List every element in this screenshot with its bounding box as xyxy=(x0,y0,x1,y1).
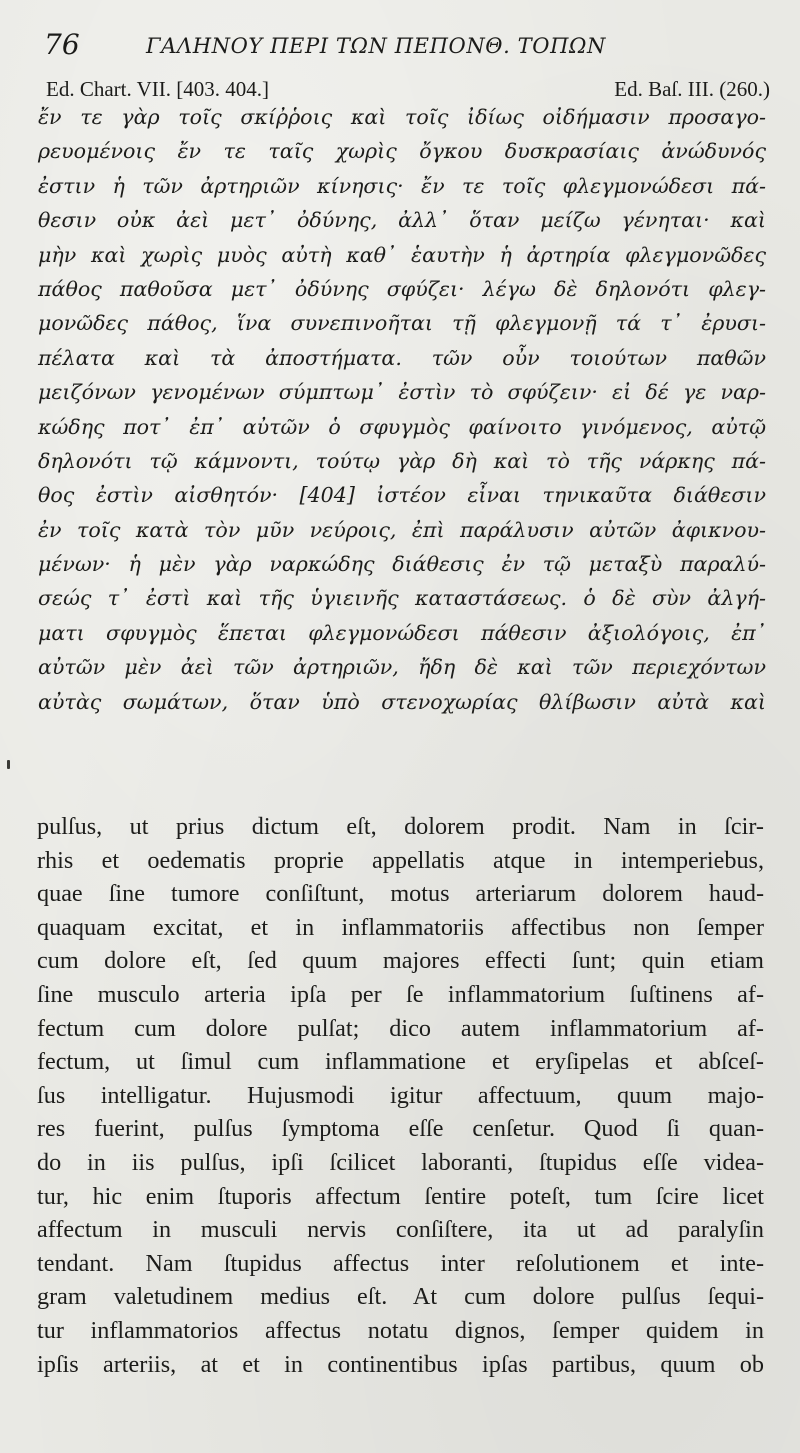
latin-text-line: fectum, ut ſimul cum inflammatione et eryſipelas et abſceſ- xyxy=(37,1048,764,1076)
running-title: ΓΑΛΗΝΟΥ ΠΕΡΙ ΤΩΝ ΠΕΠΟΝΘ. ΤΟΠΩΝ xyxy=(146,34,606,58)
greek-text-line: θεσιν οὐκ ἀεὶ μετ᾽ ὀδύνης, ἀλλ᾽ ὅταν μείζω γένηται· καὶ xyxy=(38,208,766,233)
latin-text-line: ſine musculo arteria ipſa per ſe inflammatorium ſuſtinens af- xyxy=(37,980,764,1008)
latin-text-line: pulſus, ut prius dictum eſt, dolorem prodit. Nam in ſcir- xyxy=(37,813,764,840)
latin-text-line: ſus intelligatur. Hujusmodi igitur affectuum, quum majo- xyxy=(37,1081,764,1109)
greek-text-line: μένων· ἡ μὲν γὰρ ναρκώδης διάθεσις ἐν τῷ μεταξὺ παραλύ- xyxy=(38,552,766,577)
ink-speck xyxy=(7,760,10,769)
greek-text-line: κώδης ποτ᾽ ἐπ᾽ αὐτῶν ὁ σφυγμὸς φαίνοιτο γινόμενος, αὐτῷ xyxy=(38,414,766,439)
greek-text-line: ματι σφυγμὸς ἕπεται φλεγμονώδεσι πάθεσιν ἀξιολόγοις, ἐπ᾽ xyxy=(38,620,766,645)
greek-text-line: ἐν τοῖς κατὰ τὸν μῦν νεύροις, ἐπὶ παράλυσιν αὐτῶν ἀφικνου- xyxy=(38,517,766,542)
latin-text-line: gram valetudinem medius eſt. At cum dolore pulſus ſequi- xyxy=(37,1283,764,1311)
edition-reference-chartier: Ed. Chart. VII. [403. 404.] xyxy=(46,77,269,101)
greek-text-line: αὐτῶν μὲν ἀεὶ τῶν ἀρτηριῶν, ἤδη δὲ καὶ τῶν περιεχόντων xyxy=(38,655,766,680)
latin-text-line: rhis et oedematis proprie appellatis atque in intemperiebus, xyxy=(37,846,764,874)
greek-text-block xyxy=(38,100,766,719)
latin-text-line: tur, hic enim ſtuporis affectum ſentire poteſt, tum ſcire licet xyxy=(37,1182,764,1210)
greek-text-line: ρευομένοις ἔν τε ταῖς χωρὶς ὄγκου δυσκρασίαις ἀνώδυνός xyxy=(38,139,766,164)
latin-text-line: tur inflammatorios affectus notatu dignos, ſemper quidem in xyxy=(37,1316,764,1344)
page-number: 76 xyxy=(44,28,80,61)
running-head xyxy=(0,0,800,115)
latin-text-line: do in iis pulſus, ipſi ſcilicet laboranti, ſtupidus eſſe videa- xyxy=(37,1148,764,1176)
greek-text-line: μονῶδες πάθος, ἵνα συνεπινοῆται τῇ φλεγμονῇ τά τ᾽ ἐρυσι- xyxy=(38,311,766,336)
latin-text-line: res fuerint, pulſus ſymptoma eſſe cenſetur. Quod ſi quan- xyxy=(37,1115,764,1143)
greek-text-line: θος ἐστὶν αἰσθητόν· [404] ἰστέον εἶναι τηνικαῦτα διάθεσιν xyxy=(38,483,766,508)
greek-text-line: μειζόνων γενομένων σύμπτωμ᾽ ἐστὶν τὸ σφύζειν· εἰ δέ γε ναρ- xyxy=(38,380,766,405)
greek-text-line: πάθος παθοῦσα μετ᾽ ὀδύνης σφύζει· λέγω δὲ δηλονότι φλεγ- xyxy=(38,276,766,301)
latin-text-line: affectum in musculi nervis conſiſtere, ita ut ad paralyſin xyxy=(37,1216,764,1244)
greek-text-line: πέλατα καὶ τὰ ἀποστήματα. τῶν οὖν τοιούτων παθῶν xyxy=(38,345,766,370)
greek-text-line: ἐστιν ἡ τῶν ἀρτηριῶν κίνησις· ἔν τε τοῖς φλεγμονώδεσι πά- xyxy=(38,173,766,198)
edition-reference-basel: Ed. Baſ. III. (260.) xyxy=(614,77,770,101)
latin-text-line: tendant. Nam ſtupidus affectus inter reſolutionem et inte- xyxy=(37,1249,764,1277)
greek-text-line: σεώς τ᾽ ἐστὶ καὶ τῆς ὑγιεινῆς καταστάσεως. ὁ δὲ σὺν ἀλγή- xyxy=(38,586,766,611)
greek-text-line: δηλονότι τῷ κάμνοντι, τούτῳ γὰρ δὴ καὶ τὸ τῆς νάρκης πά- xyxy=(38,448,766,473)
greek-text-line: αὐτὰς σωμάτων, ὅταν ὑπὸ στενοχωρίας θλίβωσιν αὐτὰ καὶ xyxy=(38,689,766,714)
greek-text-line: ἔν τε γὰρ τοῖς σκίῤῥοις καὶ τοῖς ἰδίως οἰδήμασιν προσαγο- xyxy=(38,105,766,129)
latin-text-block xyxy=(37,810,764,1381)
latin-text-line: cum dolore eſt, ſed quum majores effecti ſunt; quin etiam xyxy=(37,947,764,975)
latin-text-line: quae ſine tumore conſiſtunt, motus arteriarum dolorem haud- xyxy=(37,880,764,908)
greek-text-line: μὴν καὶ χωρὶς μυὸς αὐτὴ καθ᾽ ἑαυτὴν ἡ ἀρτηρία φλεγμονῶδες xyxy=(38,242,766,267)
latin-text-line: ipſis arteriis, at et in continentibus ipſas partibus, quum ob xyxy=(37,1350,764,1378)
latin-text-line: quaquam excitat, et in inflammatoriis affectibus non ſemper xyxy=(37,913,764,941)
latin-text-line: fectum cum dolore pulſat; dico autem inflammatorium af- xyxy=(37,1014,764,1042)
